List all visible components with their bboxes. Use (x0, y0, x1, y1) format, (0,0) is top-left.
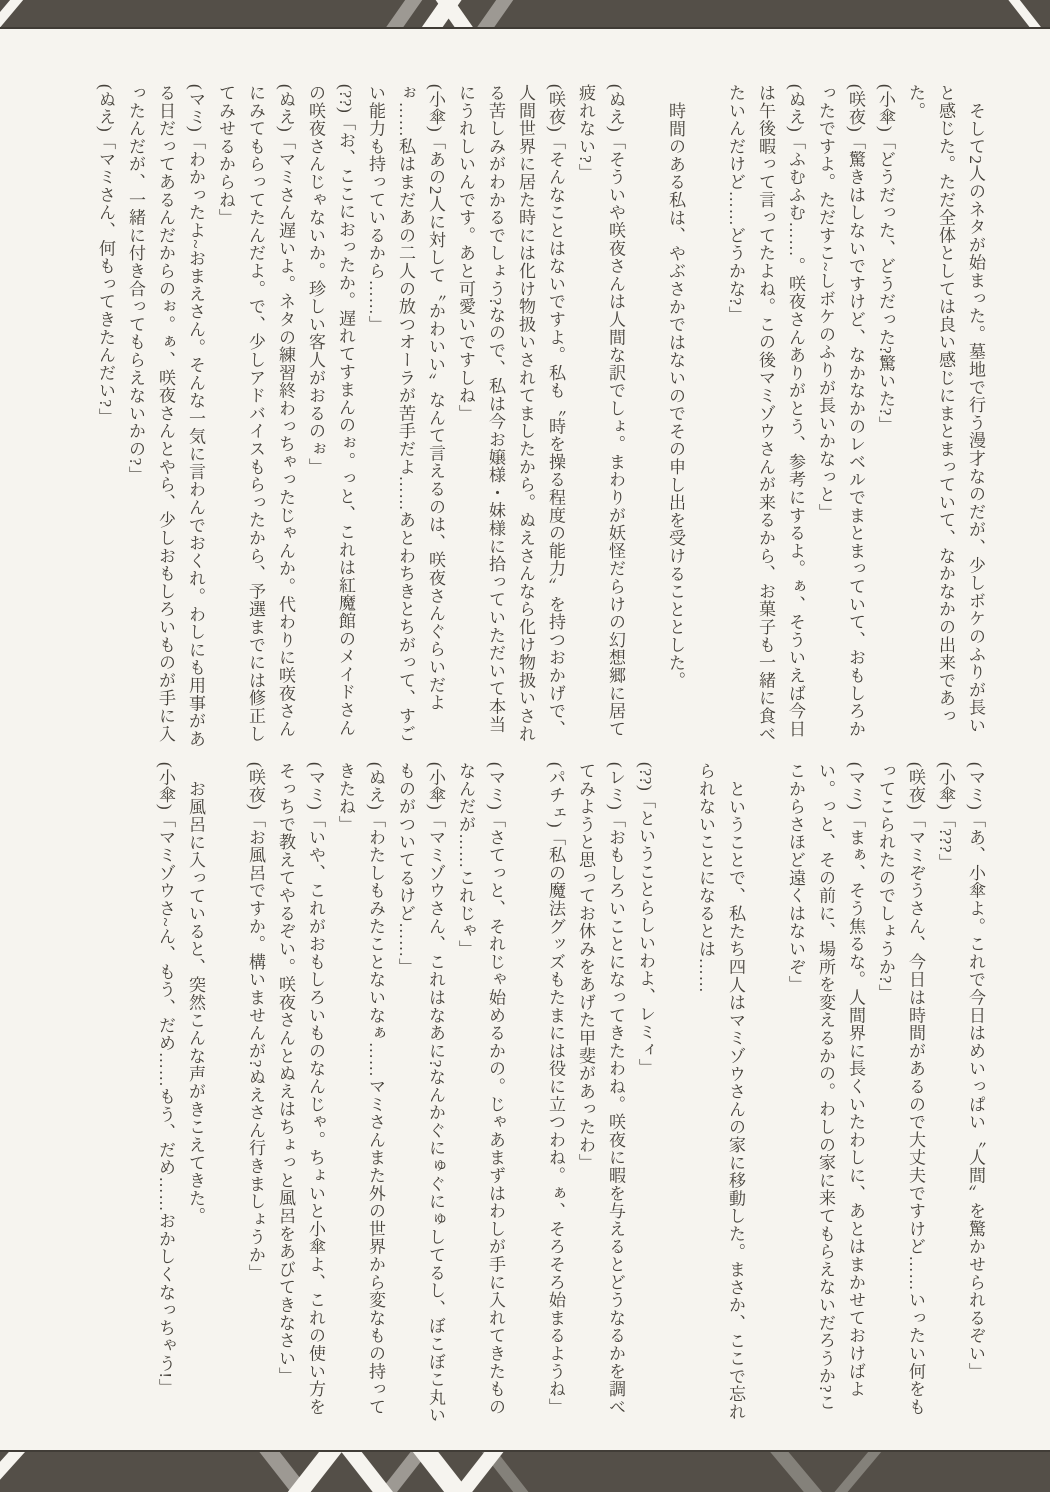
upper-text-block (30, 84, 990, 748)
diagonal-stripe-decoration (369, 0, 430, 29)
dialogue-line: (ぬえ)「マミさん、何もってきたんだい?」 (96, 84, 115, 426)
dialogue-line: (小傘)「マミゾウさん、これはなあに?なんかぐにゅぐにゅしてるし、ぼこぼこ丸いものがついてるけど……」 (396, 762, 445, 1425)
dialogue-line: (マミ)「わかったよ~おまえさん。そんな一気に言わんでおくれ。わしにも用事がある日だってあるんだからのぉ。ぁ、咲夜さんとやら、少しおもしろいものが手に入ったんだが、一緒に付き合ってもらえないかの?」 (126, 84, 205, 748)
dialogue-line: (咲夜)「驚きはしないですけど、なかなかのレベルでまとまっていて、おもしろかったですよ。ただすこ~しボケのふりが長いかなっと」 (816, 84, 865, 738)
dialogue-line: (咲夜)「お風呂ですか。構いませんが?ぬえさん行きましょうか」 (246, 762, 265, 1282)
dialogue-line: (小傘)「マミゾウさ~ん、もう、だめ……もう、だめ……おかしくなっちゃう!」 (156, 762, 175, 1397)
dialogue-line: (小傘)「どうだった、どうだった?驚いた?」 (876, 84, 895, 435)
dialogue-line: (レミ)「おもしろいことになってきたわね。咲夜に暇を与えるとどうなるかを調べてみようと思ってお休みをあげた甲斐があったわ」 (576, 762, 625, 1416)
dialogue-line: (??)「お、ここにおったか。遅れてすまんのぉ。っと、これは紅魔館のメイドさんの咲夜さんじゃないか。珍しい客人がおるのぉ」 (306, 84, 355, 737)
narration-line: そして2人のネタが始まった。墓地で行う漫才なのだが、少しボケのふりが長いと感じた。ただ全体としては良い感じにまとまっていて、なかなかの出来であった。 (906, 84, 985, 735)
bottom-border-band (0, 1450, 1050, 1492)
dialogue-line: (??)「ということらしいわよ、レミィ」 (636, 762, 655, 1077)
dialogue-line: (マミ)「さてっと、それじゃ始めるかの。じゃあまずはわしが手に入れてきたものなんだが……これじゃ」 (456, 762, 505, 1416)
dialogue-line: (咲夜)「マミぞうさん、今日は時間があるので大丈夫ですけど……いったい何をもってこられたのでしょうか?」 (876, 762, 925, 1416)
top-border-band (0, 0, 1050, 29)
diagonal-stripe-decoration (0, 0, 30, 29)
lower-text-block (30, 762, 990, 1426)
dialogue-line: (マミ)「あ、小傘よ。これで今日はめいっぱい〝人間〞を驚かせられるぞい」 (966, 762, 985, 1381)
dialogue-line: (マミ)「いや、これがおもしろいものなんじゃ。ちょいと小傘よ、これの使い方をそっちで教えてやるぞい。咲夜さんとぬえはちょっと風呂をあびてきなさい」 (276, 762, 325, 1416)
dialogue-line: (小傘)「???」 (936, 762, 955, 872)
dialogue-line: (小傘)「あの2人に対して〝かわいい〞なんて言えるのは、咲夜さんぐらいだよぉ……私はまだあの二人の放つオーラが苦手だよ……あとわちきとちがって、すごい能力も持っているから……」 (366, 84, 445, 743)
dialogue-line: (ぬえ)「ふむふむ……。咲夜さんありがとう、参考にするよ。ぁ、そういえば今日は午後暇って言ってたよね。この後マミゾウさんが来るから、お菓子も一緒に食べたいんだけど……どうかな?」 (726, 84, 805, 743)
narration-line: 時間のある私は、やぶさかではないのでその申し出を受けることとした。 (666, 101, 685, 690)
diagonal-stripe-decoration (764, 1450, 830, 1492)
diagonal-stripe-decoration (0, 1450, 31, 1492)
dialogue-line: (ぬえ)「わたしもみたことないなぁ……マミさんまた外の世界から変なもの持ってきたね」 (336, 762, 385, 1416)
dialogue-line: (マミ)「まぁ、そう焦るな。人間界に長くいたわしに、あとはまかせておけばよい。っと、その前に、場所を変えるかの。わしの家に来てもらえないだろうか?ここからさほど遠くはないぞ」 (786, 762, 865, 1412)
diagonal-stripe-decoration (1000, 0, 1050, 29)
narration-line: ということで、私たち四人はマミゾウさんの家に移動した。まさか、ここで忘れられないことになるとは…… (696, 762, 745, 1421)
dialogue-line: (ぬえ)「そういや咲夜さんは人間な訳でしょ。まわりが妖怪だらけの幻想郷に居て疲れない?」 (576, 84, 625, 738)
narration-line: お風呂に入っていると、突然こんな声がきこえてきた。 (186, 779, 205, 1225)
dialogue-line: (ぬえ)「マミさん遅いよ。ネタの練習終わっちゃったじゃんか。代わりに咲夜さんにみてもらってたんだよ。で、少しアドバイスもらったから、予選までには修正してみせるからね」 (216, 84, 295, 743)
diagonal-stripe-decoration (826, 1450, 889, 1492)
dialogue-line: (咲夜)「そんなことはないですよ。私も〝時を操る程度の能力〞を持つおかげで、人間世界に居た時には化け物扱いされてましたから。ぬえさんなら化け物扱いされる苦しみがわかるでしょう?なので、私は今お嬢様・妹様に拾っていただいて本当にうれしいんです。あと可愛いですしね」 (456, 84, 565, 743)
dialogue-line: (パチェ)「私の魔法グッズもたまには役に立つわね。ぁ、そろそろ始まるようね」 (546, 762, 565, 1416)
